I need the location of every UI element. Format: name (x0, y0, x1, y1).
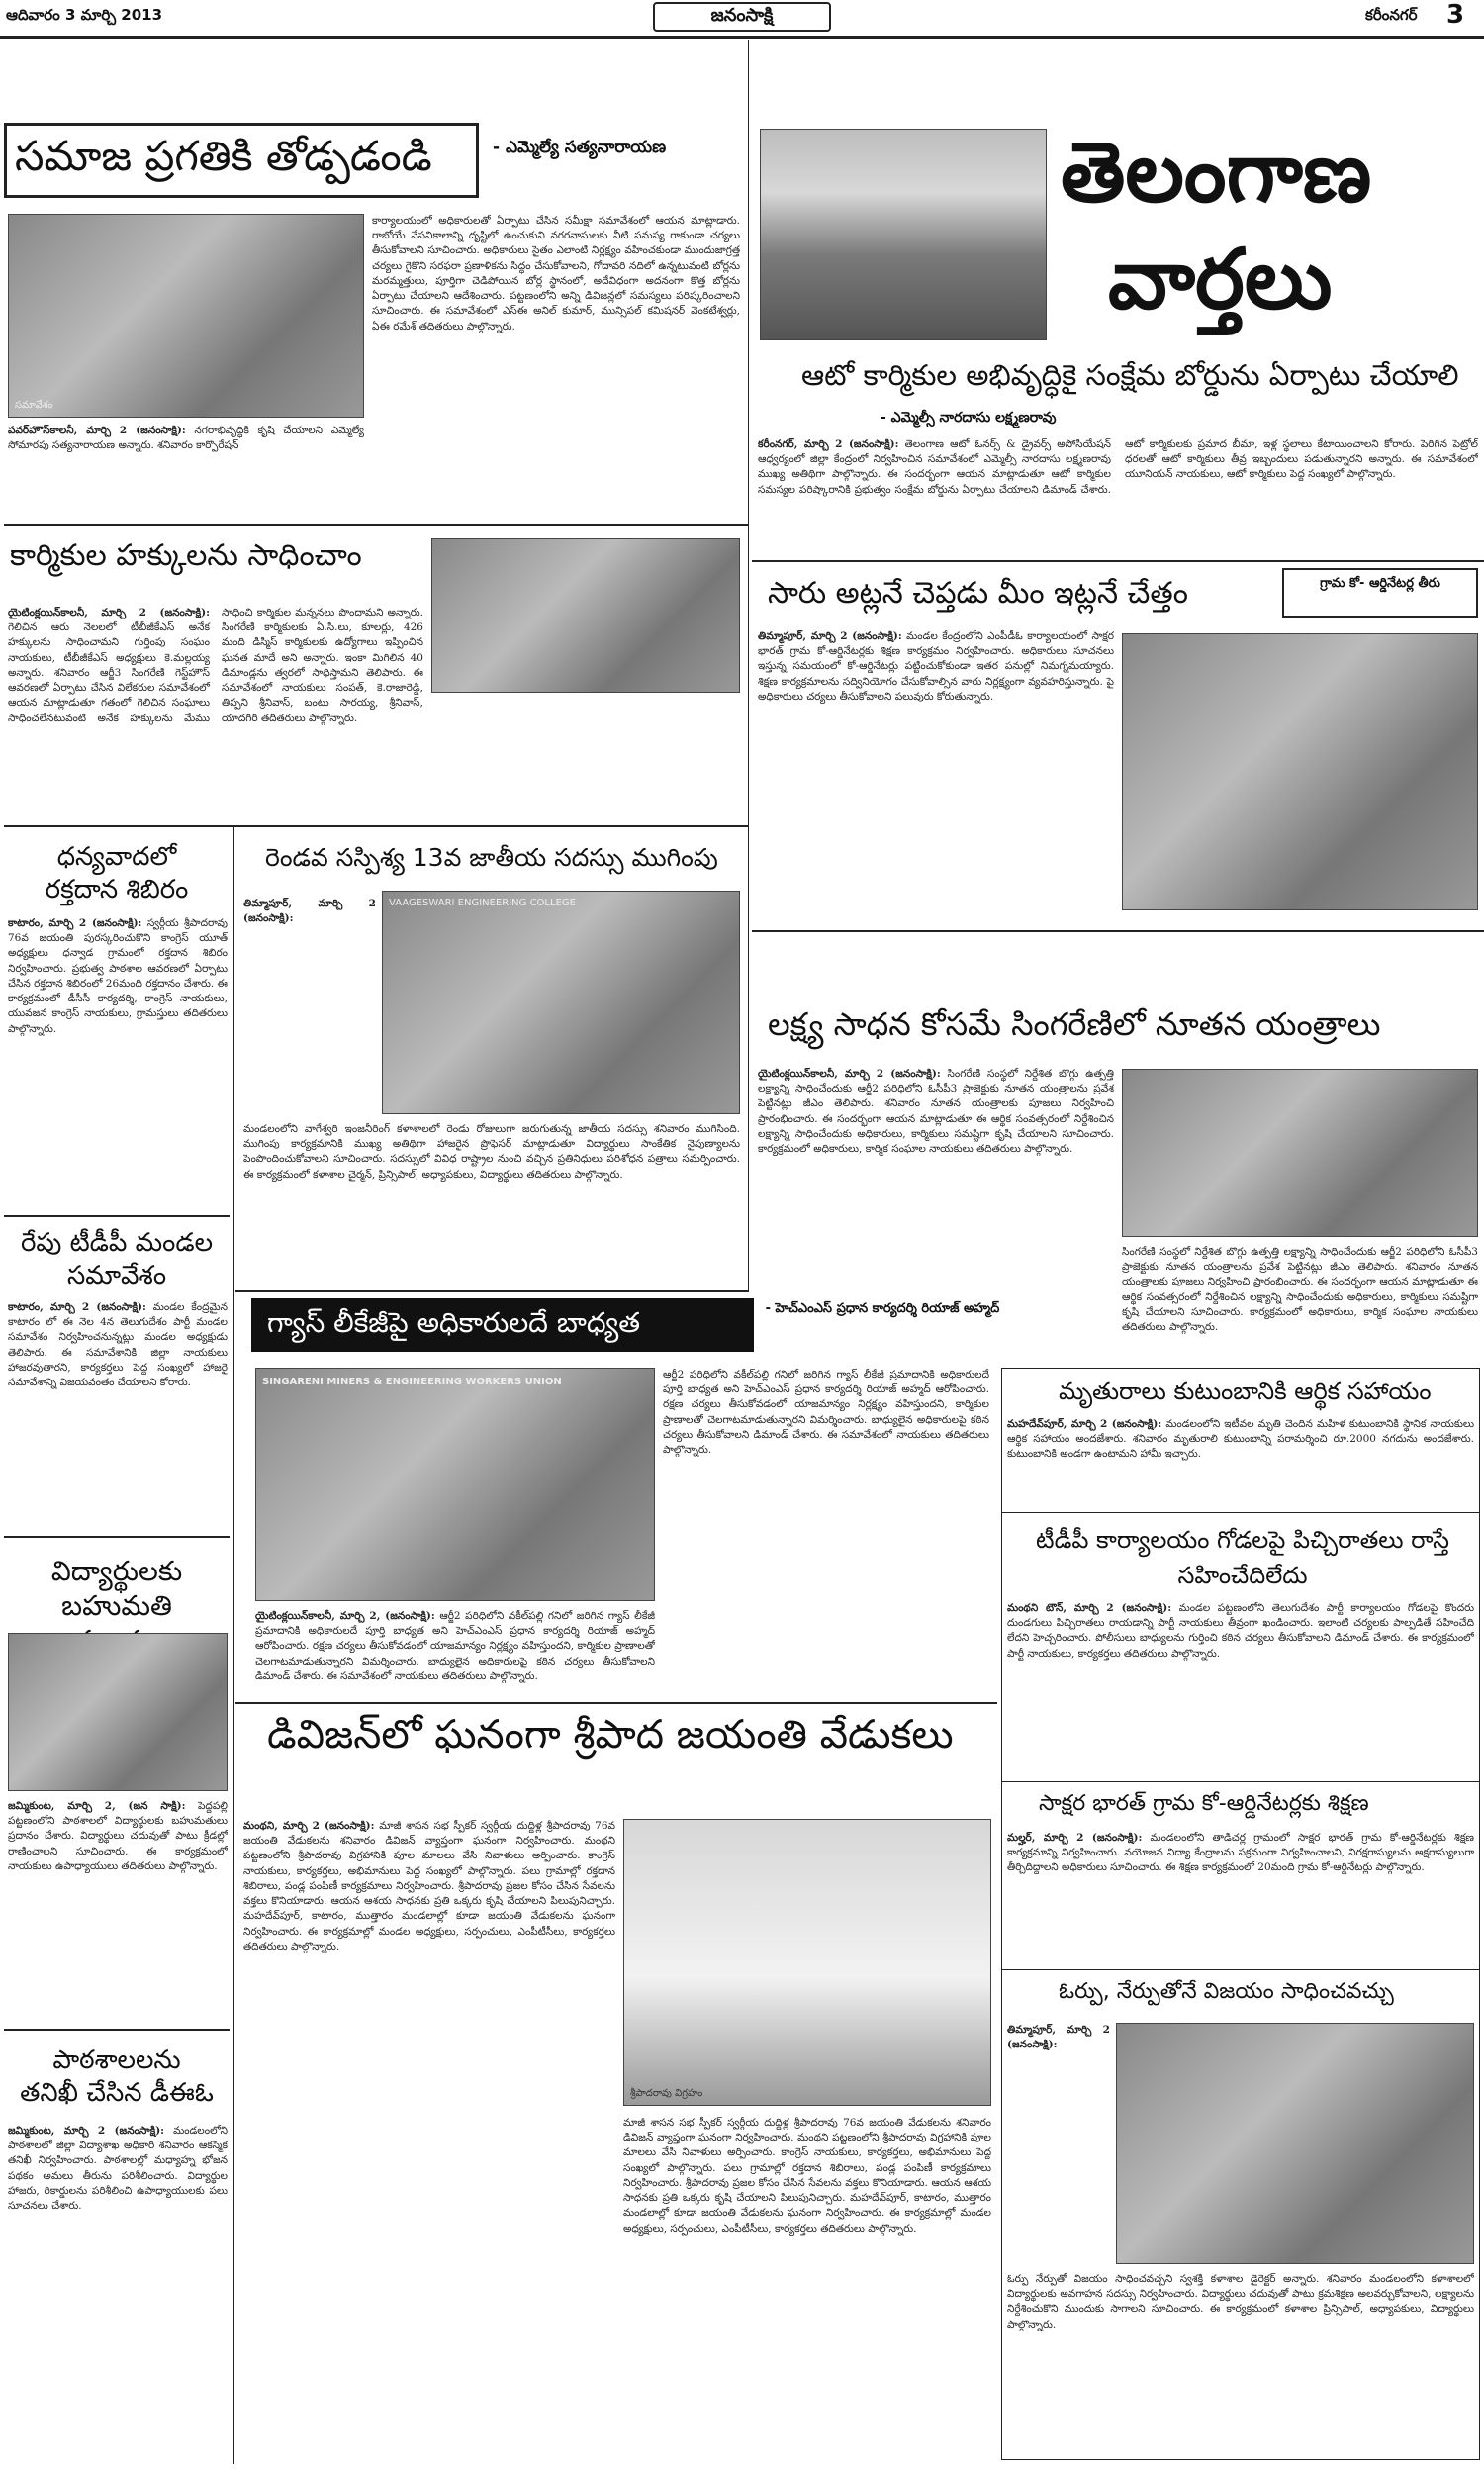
gas-photo (255, 1368, 655, 1601)
section-title-line2: వార్తలు (1108, 231, 1333, 328)
gas-text-right: ఆర్జీ2 పరిధిలోని వకీల్‌పల్లి గనిలో జరిగిన గ్యాస్ లీకేజీ ప్రమాదానికి అధికారులదే పూర్తి బాధ్యత అని హెచ్‌ఎంఎస్ ప్రధాన కార్యదర్శి రియాజ్ అహ్మద్ ఆరోపించారు. రక్షణ చర్యలు తీసుకోవడంలో యాజమాన్యం నిర్లక్ష్యం వహిస్తుందని, కార్మికుల ప్రాణాలతో చెలగాటమాడుతున్నారని విమర్శించారు. బాధ్యులైన అధికారులపై కఠిన చర్యలు తీసుకోవాలని డిమాండ్ చేశారు. ఈ సమావేశంలో నాయకులు తదితరులు పాల్గొన్నారు. (663, 1369, 989, 1457)
revu-headline: రేపు టీడీపీ మండల సమావేశం (20, 1228, 214, 1290)
saakshara-dateline: మల్హర్, మార్చి 2 (జనంసాక్షి): (1007, 1832, 1143, 1844)
divijan-photo (623, 1819, 991, 2106)
rendava-text: మండలంలోని వాగేశ్వరి ఇంజనీరింగ్ కళాశాలలో రెండు రోజులుగా జరుగుతున్న జాతీయ సదస్సు శనివారం ముగిసింది. ముగింపు కార్యక్రమానికి ముఖ్య అతిథిగా హాజరైన ప్రొఫెసర్ మాట్లాడుతూ విద్యార్థులు సాంకేతిక నైపుణ్యాలను పెంపొందించుకోవాలని సూచించారు. సదస్సులో వివిధ రాష్ట్రాల నుంచి వచ్చిన ప్రతినిధులు పరిశోధన పత్రాలు సమర్పించారు. ఈ కార్యక్రమంలో కళాశాల చైర్మన్, ప్రిన్సిపాల్, అధ్యాపకులు, విద్యార్థులు తదితరులు పాల్గొన్నారు. (243, 1123, 740, 1181)
parashala-headline: పాఠశాలలను తనిఖీ చేసిన డీఈఓ (20, 2046, 214, 2108)
gas-dateline: యైటింక్లయిన్‌కాలనీ, మార్చి 2, (జనంసాక్షి): (255, 1610, 435, 1622)
karmika-headline: కార్మికుల హక్కులను సాధించాం (10, 538, 362, 573)
dhanyavada-headline: ధన్యవాదలో రక్తదాన శిబిరం (45, 842, 189, 904)
samaja-byline: - ఎమ్మెల్యే సత్యనారాయణ (493, 138, 667, 157)
divider (752, 930, 1484, 932)
rendava-headline: రెండవ సస్పిశ్య 13వ జాతీయ సదస్సు ముగింపు (265, 843, 718, 872)
orpu-headline: ఓర్పు, నేర్పుతోనే విజయం సాధించవచ్చు (1059, 1979, 1394, 2004)
divider (4, 524, 748, 526)
divider (4, 2029, 230, 2031)
mruthula-headline: మృతురాలు కుటుంబానికి ఆర్థిక సహాయం (1059, 1378, 1432, 1405)
lakshya-photo (1122, 1069, 1478, 1237)
gas-text: ఆర్జీ2 పరిధిలోని వకీల్‌పల్లి గనిలో జరిగిన గ్యాస్ లీకేజీ ప్రమాదానికి అధికారులదే పూర్తి బాధ్యత అని హెచ్‌ఎంఎస్ ప్రధాన కార్యదర్శి రియాజ్ అహ్మద్ ఆరోపించారు. రక్షణ చర్యలు తీసుకోవడంలో యాజమాన్యం నిర్లక్ష్యం వహిస్తుందని, కార్మికుల ప్రాణాలతో చెలగాటమాడుతున్నారని విమర్శించారు. బాధ్యులైన అధికారులపై కఠిన చర్యలు తీసుకోవాలని డిమాండ్ చేశారు. ఈ సమావేశంలో నాయకులు తదితరులు పాల్గొన్నారు. (255, 1610, 655, 1682)
rendava-photo (382, 891, 740, 1114)
header-rule (0, 36, 1484, 39)
samaja-headline-box (4, 123, 479, 198)
divijan-photo-caption: శ్రీపాదరావు విగ్రహం (630, 2088, 703, 2099)
lakshya-dateline: యైటింక్లయిన్‌కాలనీ, మార్చి 2 (జనంసాక్షి): (758, 1068, 941, 1080)
saaru-text: మండల కేంద్రంలోని ఎంపీడీఓ కార్యాలయంలో సాక్షర భారత్ గ్రామ కో-ఆర్డినేటర్లకు శిక్షణ కార్యక్రమం నిర్వహించారు. అధికారులు సూచనలు ఇస్తున్న సమయంలో కో-ఆర్డినేటర్లు పట్టించుకోకుండా ఇతర పనుల్లో నిమగ్నమయ్యారు. శిక్షణ కార్యక్రమాలను సద్వినియోగం చేసుకోవాల్సిన వారు నిర్లక్ష్యంగా వ్యవహరిస్తున్నారు. పై అధికారులు చర్యలు తీసుకోవాలని పలువురు కోరుతున్నారు. (758, 630, 1114, 703)
auto-byline: - ఎమ్మెల్సీ నారదాసు లక్ష్మణరావు (881, 410, 1057, 426)
samaja-text-2 (8, 424, 364, 519)
divider (4, 1536, 230, 1538)
saaru-dateline: తిమ్మాపూర్, మార్చి 2 (జనంసాక్షి): (758, 630, 902, 642)
dhanyavada-text: స్వర్గీయ శ్రీపాదరావు 76వ జయంతి పురస్కరించుకొని కాంగ్రెస్ యూత్ అధ్యక్షులు ధన్వాడ గ్రామంలో రక్తదాన శిబిరం నిర్వహించారు. ప్రభుత్వ పాఠశాల ఆవరణలో ఏర్పాటు చేసిన రక్తదాన శిబిరంలో 26మంది రక్తదానం చేశారు. ఈ కార్యక్రమంలో డీసీసీ కార్యదర్శి, కాంగ్రెస్ నాయకులు, యువజన కాంగ్రెస్ నాయకులు, గ్రామస్తులు తదితరులు పాల్గొన్నారు. (8, 917, 228, 1035)
samaja-dateline: పవర్‌హౌస్‌కాలనీ, మార్చి 2 (జనంసాక్షి): (8, 425, 186, 436)
dhanyavada-text-block (8, 916, 228, 1184)
dhanyavada-dateline: కాటారం, మార్చి 2 (జనంసాక్షి): (8, 917, 142, 929)
saaru-text-block (758, 629, 1114, 922)
saaru-photo (1122, 633, 1478, 910)
orpu-dateline: తిమ్మాపూర్, మార్చి 2 (జనంసాక్షి): (1007, 2024, 1110, 2051)
saakshara-text: మండలంలోని తాడిచర్ల గ్రామంలో సాక్షర భారత్ గ్రామ కో-ఆర్డినేటర్లకు శిక్షణ కార్యక్రమాన్ని నిర్వహించారు. వయోజన విద్యా కేంద్రాలను సక్రమంగా నిర్వహించాలని, నిరక్షరాస్యులను అక్షరాస్యులుగా తీర్చిదిద్దాలని అధికారులు సూచించారు. ఈ శిక్షణ కార్యక్రమంలో 20మంది గ్రామ కో-ఆర్డినేటర్లు పాల్గొన్నారు. (1007, 1832, 1474, 1874)
lakshya-text: సింగరేణి సంస్థలో నిర్దేశిత బొగ్గు ఉత్పత్తి లక్ష్యాన్ని సాధించేందుకు ఆర్జీ2 పరిధిలోని ఓసీపీ3 ప్రాజెక్టుకు నూతన యంత్రాలను ప్రవేశ పెట్టినట్లు జీఎం తెలిపారు. శనివారం నూతన యంత్రాలకు పూజలు నిర్వహించి ప్రారంభించారు. ఈ సందర్భంగా ఆయన మాట్లాడుతూ ఈ ఆర్థిక సంవత్సరంలో నిర్దేశించిన లక్ష్యాన్ని సాధించేందుకు అధికారులు, కార్మికులు సమష్టిగా కృషి చేయాలని సూచించారు. కార్యక్రమంలో అధికారులు, కార్మిక సంఘాల నాయకులు తదితరులు పాల్గొన్నారు. (758, 1068, 1114, 1156)
divijan-text-right: మాజీ శాసన సభ స్పీకర్ స్వర్గీయ దుద్దిళ్ల శ్రీపాదరావు 76వ జయంతి వేడుకలను శనివారం డివిజన్ వ్యాప్తంగా ఘనంగా నిర్వహించారు. మంథని పట్టణంలోని శ్రీపాదరావు విగ్రహానికి పూల మాలలు వేసి నివాళులు అర్పించారు. కాంగ్రెస్ నాయకులు, కార్యకర్తలు, అభిమానులు పెద్ద సంఖ్యలో పాల్గొన్నారు. పలు గ్రామాల్లో రక్తదాన శిబిరాలు, పండ్ల పంపిణీ కార్యక్రమాలు నిర్వహించారు. శ్రీపాదరావు ప్రజల కోసం చేసిన సేవలను వక్తలు కొనియాడారు. ఆయన ఆశయ సాధనకు ప్రతి ఒక్కరు కృషి చేయాలని పిలుపునిచ్చారు. మహదేవ్‌పూర్, కాటారం, ముత్తారం మండలాల్లో కూడా జయంతి వేడుకలను ఘనంగా నిర్వహించారు. ఈ కార్యక్రమాల్లో మండల అధ్యక్షులు, సర్పంచులు, ఎంపీటీసీలు, కార్యకర్తలు తదితరులు పాల్గొన్నారు. (623, 2117, 991, 2235)
gas-photo-caption: SINGARENI MINERS & ENGINEERING WORKERS UNION (262, 1377, 562, 1387)
gas-text-block (255, 1609, 655, 1692)
divider (235, 1290, 748, 1292)
auto-text-block (758, 437, 1478, 552)
divider (1001, 1512, 1480, 1513)
page-number: 3 (1446, 0, 1465, 30)
tdp-text-block (1007, 1601, 1474, 1775)
tdp-headline: టీడీపీ కార్యాలయం గోడలపై పిచ్చిరాతలు రాస్తే సహించేదిలేదు (1036, 1526, 1449, 1589)
divijan-headline: డివిజన్‌లో ఘనంగా శ్రీపాద జయంతి వేడుకలు (267, 1712, 954, 1758)
rendava-text-left (243, 897, 376, 1144)
mruthula-text-block (1007, 1417, 1474, 1506)
masthead-title: జనంసాక్షి (710, 4, 774, 26)
column-divider (748, 40, 749, 1292)
karmika-text: గెలిచిన ఆరు నెలలలో టీబీజీకేఎస్ అనేక హక్కులను సాధించామని గుర్తింపు సంఘం నాయకులు, టీబీజీకేఎస్ అధ్యక్షులు కె.మల్లయ్య అన్నారు. శనివారం ఆర్జీ3 సింగరేణి గెస్ట్‌హౌస్ ఆవరణలో ఏర్పాటు చేసిన విలేకరుల సమావేశంలో ఆయన మాట్లాడుతూ గతంలో గెలిచిన సంఘాలు సాధించలేనటువంటి అనేక హక్కులను మేము సాధించి కార్మికుల మన్ననలు పొందామని అన్నారు. సింగరేణి కార్మికులకు ఏ.సి.లు, కూలర్లు, 426 మంది డిస్మిస్ కార్మికులకు ఉద్యోగాలు ఇప్పించిన ఘనత మాదే అని అన్నారు. ఇంకా మిగిలిన 40 డిమాండ్లను త్వరలో సాధిస్తామని తెలిపారు. ఈ సమావేశంలో నాయకులు సంపత్, కె.రాజారెడ్డి, తిప్పని శ్రీనివాస్, బంటు సారయ్య, శ్రీనివాస్, యాదగిరి తదితరులు పాల్గొన్నారు. (8, 607, 423, 724)
section-title-line1: తెలంగాణ (1061, 124, 1372, 221)
karmika-dateline: యైటింక్లయిన్‌కాలనీ, మార్చి 2 (జనంసాక్షి): (8, 607, 210, 618)
tdp-text: మండల పట్టణంలోని తెలుగుదేశం పార్టీ కార్యాలయం గోడలపై కొందరు దుండగులు పిచ్చిరాతలు రాయడాన్ని పార్టీ నాయకులు తీవ్రంగా ఖండించారు. ఇలాంటి చర్యలకు పాల్పడితే సహించేది లేదని హెచ్చరించారు. పోలీసులు బాధ్యులను గుర్తించి కఠిన చర్యలు తీసుకోవాలని డిమాండ్ చేశారు. ఈ కార్యక్రమంలో పార్టీ నాయకులు, కార్యకర్తలు తదితరులు పాల్గొన్నారు. (1007, 1602, 1474, 1660)
page-header (0, 0, 1484, 36)
parashala-text: మండలంలోని పాఠశాలలో జిల్లా విద్యాశాఖ అధికారి శనివారం ఆకస్మిక తనిఖీ నిర్వహించారు. పాఠశాలల్లో మధ్యాహ్న భోజన పథకం అమలు తీరును పరిశీలించారు. విద్యార్థుల హాజరు, రికార్డులను పరిశీలించి ఉపాధ్యాయులకు పలు సూచనలు చేశారు. (8, 2125, 228, 2213)
saaru-tag: గ్రామ కో- ఆర్డినేటర్ల తీరు (1320, 576, 1440, 591)
divider (752, 560, 1484, 562)
parashala-dateline: జమ్మికుంట, మార్చి 2 (జనంసాక్షి): (8, 2125, 165, 2137)
vidyarthulaku-dateline: జమ్మికుంట, మార్చి 2, (జన సాక్షి): (8, 1800, 186, 1812)
samaja-text2: నగరాభివృద్ధికి కృషి చేయాలని ఎమ్మెల్యే సోమారపు సత్యనారాయణ అన్నారు. శనివారం కార్పొరేషన్ (8, 425, 364, 452)
orpu-photo (1116, 2023, 1474, 2264)
header-date: ఆదివారం 3 మార్చి 2013 (6, 6, 163, 24)
column-divider (233, 827, 234, 2464)
mruthula-text: మండలంలోని ఇటీవల మృతి చెందిన మహిళ కుటుంబానికి స్థానిక నాయకులు ఆర్థిక సహాయం అందజేశారు. శనివారం మృతురాలి కుటుంబాన్ని పరామర్శించి రూ.2000 నగదును అందజేశారు. కుటుంబానికి అండగా ఉంటామని హామీ ఇచ్చారు. (1007, 1418, 1474, 1461)
orpu-text: ఓర్పు నేర్పుతో విజయం సాధించవచ్చని స్వశక్తి కళాశాల డైరెక్టర్ అన్నారు. శనివారం మండలంలోని కళాశాలలో విద్యార్థులకు అవగాహన సదస్సు నిర్వహించారు. విద్యార్థులు చదువుతో పాటు క్రమశిక్షణ అలవర్చుకోవాలని, లక్ష్యాలను నిర్దేశించుకొని ముందుకు సాగాలని సూచించారు. ఈ కార్యక్రమంలో కళాశాల ప్రిన్సిపాల్, అధ్యాపకులు, విద్యార్థులు పాల్గొన్నారు. (1007, 2273, 1474, 2331)
gas-headline-bar (251, 1298, 754, 1352)
divijan-text-left (243, 1819, 615, 2464)
saakshara-text-block (1007, 1831, 1474, 1961)
fort-photo (760, 129, 1047, 340)
vidyarthulaku-photo (8, 1633, 228, 1791)
parashala-text-block (8, 2124, 228, 2464)
vidyarthulaku-text-block (8, 1799, 228, 2019)
divijan-text: మాజీ శాసన సభ స్పీకర్ స్వర్గీయ దుద్దిళ్ల శ్రీపాదరావు 76వ జయంతి వేడుకలను శనివారం డివిజన్ వ్యాప్తంగా ఘనంగా నిర్వహించారు. మంథని పట్టణంలోని శ్రీపాదరావు విగ్రహానికి పూల మాలలు వేసి నివాళులు అర్పించారు. కాంగ్రెస్ నాయకులు, కార్యకర్తలు, అభిమానులు పెద్ద సంఖ్యలో పాల్గొన్నారు. పలు గ్రామాల్లో రక్తదాన శిబిరాలు, పండ్ల పంపిణీ కార్యక్రమాలు నిర్వహించారు. శ్రీపాదరావు ప్రజల కోసం చేసిన సేవలను వక్తలు కొనియాడారు. ఆయన ఆశయ సాధనకు ప్రతి ఒక్కరు కృషి చేయాలని పిలుపునిచ్చారు. మహదేవ్‌పూర్, కాటారం, ముత్తారం మండలాల్లో కూడా జయంతి వేడుకలను ఘనంగా నిర్వహించారు. ఈ కార్యక్రమాల్లో మండల అధ్యక్షులు, సర్పంచులు, ఎంపీటీసీలు, కార్యకర్తలు తదితరులు పాల్గొన్నారు. (243, 1820, 615, 1952)
samaja-text: కార్యాలయంలో అధికారులతో ఏర్పాటు చేసిన సమీక్షా సమావేశంలో ఆయన మాట్లాడారు. రాబోయే వేసవికాలాన్ని దృష్టిలో ఉంచుకుని నగరవాసులకు నీటి సమస్య రాకుండా చర్యలు తీసుకోవాలని సూచించారు. అధికారులు సైతం ఎలాంటి నిర్లక్ష్యం వహించకుండా ముందుజాగ్రత్త చర్యలు గైకొని సరఫరా ప్రణాళికను సిద్ధం చేసుకోవాలని, గోదావరి నదిలో ఉన్నటువంటి బోర్లను మరమ్మత్తులు, పూర్తిగా చెడిపోయిన బోర్ల స్థానంలో, అదేవిధంగా అదనంగా కొత్త బోర్లను ఏర్పాటు చేయాలని ఆదేశించారు. పట్టణంలోని అన్ని డివిజన్లలో సమస్యలు పరిష్కరించాలని సూచించారు. ఈ సమావేశంలో ఎస్ఈ అనిల్ కుమార్, మున్సిపల్ కమిషనర్ వెంకటేశ్వర్లు, ఏఈ రమేశ్ తదితరులు పాల్గొన్నారు. (372, 215, 740, 333)
lakshya-text-right: సింగరేణి సంస్థలో నిర్దేశిత బొగ్గు ఉత్పత్తి లక్ష్యాన్ని సాధించేందుకు ఆర్జీ2 పరిధిలోని ఓసీపీ3 ప్రాజెక్టుకు నూతన యంత్రాలను ప్రవేశ పెట్టినట్లు జీఎం తెలిపారు. శనివారం నూతన యంత్రాలకు పూజలు నిర్వహించి ప్రారంభించారు. ఈ సందర్భంగా ఆయన మాట్లాడుతూ ఈ ఆర్థిక సంవత్సరంలో నిర్దేశించిన లక్ష్యాన్ని సాధించేందుకు అధికారులు, కార్మికులు సమష్టిగా కృషి చేయాలని సూచించారు. కార్యక్రమంలో అధికారులు, కార్మిక సంఘాల నాయకులు తదితరులు పాల్గొన్నారు. (1122, 1246, 1478, 1334)
gas-headline: గ్యాస్ లీకేజీపై అధికారులదే బాధ్యత (267, 1306, 641, 1339)
divider (1001, 1781, 1480, 1782)
karmika-photo (431, 538, 740, 693)
mruthula-dateline: మహదేవ్‌పూర్, మార్చి 2 (జనంసాక్షి): (1007, 1418, 1162, 1430)
rendava-photo-caption: VAAGESWARI ENGINEERING COLLEGE (389, 898, 576, 908)
divider (4, 1215, 230, 1217)
orpu-text-left (1007, 2023, 1110, 2264)
revu-text-block (8, 1300, 228, 1524)
auto-headline: ఆటో కార్మికుల అభివృద్ధికై సంక్షేమ బోర్డును ఏర్పాటు చేయాలి (801, 358, 1459, 392)
divider (4, 825, 748, 827)
vidyarthulaku-text: పెద్దపల్లి పట్టణంలోని పాఠశాలలో విద్యార్థులకు బహుమతులు ప్రదానం చేశారు. విద్యార్థులు చదువుతో పాటు క్రీడల్లో రాణించాలని సూచించారు. ఈ కార్యక్రమంలో నాయకులు ఉపాధ్యాయులు తదితరులు పాల్గొన్నారు. (8, 1800, 228, 1872)
masthead-logo (653, 2, 831, 32)
rendava-dateline: తిమ్మాపూర్, మార్చి 2 (జనంసాక్షి): (243, 898, 376, 925)
samaja-photo-caption: సమావేశం (15, 400, 53, 411)
lakshya-text-block (758, 1067, 1114, 1354)
divider (1001, 1969, 1480, 1970)
auto-dateline: కరీంనగర్, మార్చి 2 (జనంసాక్షి): (758, 438, 899, 450)
gas-byline: - హెచ్‌ఎంఎస్ ప్రధాన కార్యదర్శి రియాజ్ అహ్మద్ (765, 1301, 1000, 1316)
revu-text: మండల కేంద్రమైన కాటారం లో ఈ నెల 4న తెలుగుదేశం పార్టీ మండల సమావేశం నిర్వహించనున్నట్లు మండల అధ్యక్షుడు తెలిపారు. ఈ సమావేశానికి జిల్లా నాయకులు హాజరవుతారని, కార్యకర్తలు పెద్ద సంఖ్యలో హాజరై సమావేశాన్ని విజయవంతం చేయాలని కోరారు. (8, 1301, 228, 1389)
samaja-headline: సమాజ ప్రగతికి తోడ్పడండి (15, 132, 432, 180)
samaja-photo (8, 214, 364, 418)
saaru-tag-box (1282, 568, 1478, 618)
divider (235, 1702, 997, 1704)
saaru-headline: సారు అట్లనే చెప్తడు మీం ఇట్లనే చేత్తం (768, 576, 1188, 611)
lakshya-headline: లక్ష్య సాధన కోసమే సింగరేణిలో నూతన యంత్రాలు (768, 1005, 1381, 1043)
saakshara-headline: సాక్షర భారత్ గ్రామ కో-ఆర్డినేటర్లకు శిక్షణ (1039, 1791, 1369, 1816)
header-edition: కరీంనగర్ (1365, 6, 1418, 24)
tdp-dateline: మంథని టౌన్, మార్చి 2 (జనంసాక్షి): (1007, 1602, 1172, 1614)
divijan-dateline: మంథని, మార్చి 2 (జనంసాక్షి): (243, 1820, 375, 1832)
vidyarthulaku-headline: విద్యార్థులకు బహుమతి (50, 1555, 183, 1622)
auto-text: తెలంగాణ ఆటో ఓనర్స్ & డ్రైవర్స్ అసోసియేషన్ ఆధ్వర్యంలో జిల్లా కేంద్రంలో నిర్వహించిన సమావేశంలో ఎమ్మెల్సీ నారదాసు లక్ష్మణరావు ముఖ్య అతిథిగా పాల్గొన్నారు. ఈ సందర్భంగా ఆయన మాట్లాడుతూ ఆటో కార్మికుల సమస్యల పరిష్కారానికి ప్రభుత్వం సంక్షేమ బోర్డును ఏర్పాటు చేయాలని డిమాండ్ చేశారు. ఆటో కార్మికులకు ప్రమాద బీమా, ఇళ్ల స్థలాలు కేటాయించాలని కోరారు. పెరిగిన పెట్రోల్ ధరలతో ఆటో కార్మికులు తీవ్ర ఇబ్బందులు పడుతున్నారని అన్నారు. ఈ సమావేశంలో యూనియన్ నాయకులు, ఆటో కార్మికులు పెద్ద సంఖ్యలో పాల్గొన్నారు. (758, 438, 1478, 496)
revu-dateline: కాటారం, మార్చి 2 (జనంసాక్షి): (8, 1301, 146, 1313)
karmika-text-block (8, 606, 423, 815)
